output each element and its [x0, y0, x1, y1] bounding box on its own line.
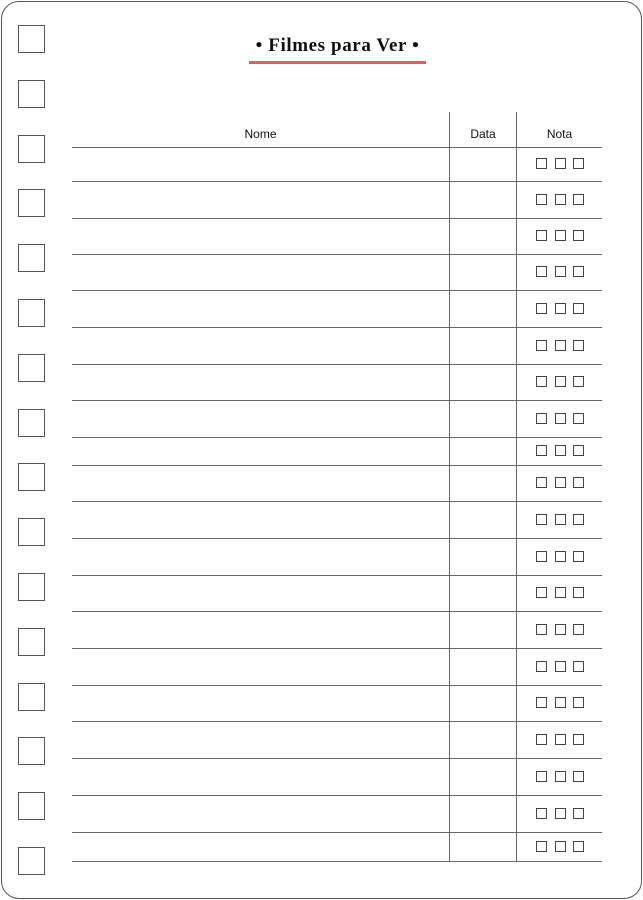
rating-checkbox[interactable] — [573, 413, 584, 424]
movie-name-cell[interactable] — [72, 291, 449, 327]
rating-checkbox[interactable] — [536, 376, 547, 387]
rating-checkbox[interactable] — [536, 445, 547, 456]
rating-checkbox[interactable] — [555, 194, 566, 205]
rating-checkbox[interactable] — [573, 194, 584, 205]
rating-checkbox[interactable] — [536, 340, 547, 351]
movie-name-cell[interactable] — [72, 365, 449, 400]
movie-name-cell[interactable] — [72, 796, 449, 832]
side-checkbox[interactable] — [18, 628, 45, 656]
rating-checkbox[interactable] — [536, 194, 547, 205]
side-checkbox[interactable] — [18, 737, 45, 765]
rating-checkbox[interactable] — [536, 514, 547, 525]
movie-name-cell[interactable] — [72, 438, 449, 465]
movie-name-cell[interactable] — [72, 219, 449, 254]
rating-checkbox[interactable] — [573, 230, 584, 241]
rating-boxes — [536, 194, 584, 205]
movie-date-cell[interactable] — [450, 255, 516, 290]
rating-checkbox[interactable] — [573, 551, 584, 562]
side-checkbox[interactable] — [18, 244, 45, 272]
movie-name-cell[interactable] — [72, 328, 449, 364]
rating-checkbox[interactable] — [573, 477, 584, 488]
side-checkbox[interactable] — [18, 792, 45, 820]
movie-date-cell[interactable] — [450, 759, 516, 795]
rating-checkbox[interactable] — [555, 771, 566, 782]
movie-name-cell[interactable] — [72, 148, 449, 181]
rating-checkbox[interactable] — [536, 413, 547, 424]
side-checkbox[interactable] — [18, 189, 45, 217]
rating-checkbox[interactable] — [555, 340, 566, 351]
movie-name-cell[interactable] — [72, 539, 449, 575]
page-title: • Filmes para Ver • — [255, 35, 420, 56]
column-header-date: Data — [470, 127, 496, 141]
rating-checkbox[interactable] — [555, 624, 566, 635]
column-header-rating: Nota — [546, 127, 573, 141]
movie-date-cell[interactable] — [450, 466, 516, 501]
side-checkbox[interactable] — [18, 518, 45, 546]
rating-boxes — [536, 158, 584, 169]
movie-date-cell[interactable] — [450, 438, 516, 465]
rating-boxes — [536, 551, 584, 562]
rating-checkbox[interactable] — [573, 587, 584, 598]
rating-boxes — [536, 514, 584, 525]
side-checkbox[interactable] — [18, 299, 45, 327]
movie-name-cell[interactable] — [72, 759, 449, 795]
rating-checkbox[interactable] — [536, 303, 547, 314]
side-checkbox[interactable] — [18, 80, 45, 108]
movie-name-cell[interactable] — [72, 576, 449, 611]
movie-name-cell[interactable] — [72, 833, 449, 861]
rating-checkbox[interactable] — [555, 514, 566, 525]
rating-checkbox[interactable] — [536, 158, 547, 169]
side-checkbox[interactable] — [18, 25, 45, 53]
rating-boxes — [536, 445, 584, 456]
rating-checkbox[interactable] — [573, 514, 584, 525]
side-checkbox[interactable] — [18, 847, 45, 875]
movie-date-cell[interactable] — [450, 401, 516, 437]
rating-boxes — [536, 303, 584, 314]
rating-checkbox[interactable] — [536, 266, 547, 277]
rating-checkbox[interactable] — [536, 734, 547, 745]
rating-checkbox[interactable] — [555, 808, 566, 819]
rating-checkbox[interactable] — [573, 808, 584, 819]
row-divider — [72, 861, 602, 862]
rating-boxes — [536, 230, 584, 241]
rating-checkbox[interactable] — [555, 158, 566, 169]
rating-checkbox[interactable] — [536, 230, 547, 241]
rating-checkbox[interactable] — [573, 266, 584, 277]
rating-boxes — [536, 808, 584, 819]
rating-checkbox[interactable] — [536, 808, 547, 819]
rating-checkbox[interactable] — [555, 697, 566, 708]
movie-date-cell[interactable] — [450, 649, 516, 685]
rating-checkbox[interactable] — [555, 734, 566, 745]
movie-name-cell[interactable] — [72, 255, 449, 290]
movie-name-cell[interactable] — [72, 686, 449, 721]
title-block — [249, 33, 426, 67]
rating-checkbox[interactable] — [555, 230, 566, 241]
rating-checkbox[interactable] — [555, 661, 566, 672]
movie-name-cell[interactable] — [72, 466, 449, 501]
rating-boxes — [536, 340, 584, 351]
side-checkbox[interactable] — [18, 683, 45, 711]
rating-boxes — [536, 661, 584, 672]
movie-name-cell[interactable] — [72, 722, 449, 758]
movie-date-cell[interactable] — [450, 148, 516, 181]
movie-date-cell[interactable] — [450, 539, 516, 575]
movie-name-cell[interactable] — [72, 612, 449, 648]
rating-checkbox[interactable] — [573, 841, 584, 852]
movie-name-cell[interactable] — [72, 502, 449, 538]
rating-checkbox[interactable] — [573, 661, 584, 672]
rating-checkbox[interactable] — [573, 376, 584, 387]
rating-checkbox[interactable] — [573, 624, 584, 635]
rating-checkbox[interactable] — [555, 413, 566, 424]
rating-checkbox[interactable] — [536, 841, 547, 852]
side-checkbox[interactable] — [18, 135, 45, 163]
movie-date-cell[interactable] — [450, 686, 516, 721]
rating-checkbox[interactable] — [536, 587, 547, 598]
movie-date-cell[interactable] — [450, 219, 516, 254]
rating-boxes — [536, 587, 584, 598]
rating-boxes — [536, 624, 584, 635]
column-divider — [516, 112, 517, 862]
rating-checkbox[interactable] — [573, 771, 584, 782]
movie-date-cell[interactable] — [450, 833, 516, 861]
column-header-name: Nome — [244, 127, 277, 141]
rating-checkbox[interactable] — [573, 445, 584, 456]
rating-boxes — [536, 266, 584, 277]
rating-checkbox[interactable] — [573, 734, 584, 745]
rating-checkbox[interactable] — [573, 303, 584, 314]
side-checkbox[interactable] — [18, 573, 45, 601]
rating-checkbox[interactable] — [555, 841, 566, 852]
rating-checkbox[interactable] — [555, 587, 566, 598]
movie-date-cell[interactable] — [450, 365, 516, 400]
movie-date-cell[interactable] — [450, 182, 516, 218]
movie-name-cell[interactable] — [72, 182, 449, 218]
rating-checkbox[interactable] — [536, 771, 547, 782]
rating-checkbox[interactable] — [555, 445, 566, 456]
title-underline — [249, 61, 426, 64]
rating-checkbox[interactable] — [555, 376, 566, 387]
rating-boxes — [536, 841, 584, 852]
movie-name-cell[interactable] — [72, 401, 449, 437]
movie-date-cell[interactable] — [450, 502, 516, 538]
rating-checkbox[interactable] — [536, 551, 547, 562]
rating-boxes — [536, 697, 584, 708]
rating-boxes — [536, 376, 584, 387]
rating-checkbox[interactable] — [555, 551, 566, 562]
rating-checkbox[interactable] — [536, 477, 547, 488]
side-checkbox[interactable] — [18, 354, 45, 382]
movie-name-cell[interactable] — [72, 649, 449, 685]
side-checkbox[interactable] — [18, 409, 45, 437]
side-checkbox[interactable] — [18, 463, 45, 491]
movie-date-cell[interactable] — [450, 722, 516, 758]
rating-checkbox[interactable] — [573, 158, 584, 169]
rating-checkbox[interactable] — [555, 303, 566, 314]
rating-checkbox[interactable] — [536, 661, 547, 672]
movie-date-cell[interactable] — [450, 796, 516, 832]
rating-checkbox[interactable] — [555, 266, 566, 277]
movie-date-cell[interactable] — [450, 291, 516, 327]
rating-boxes — [536, 413, 584, 424]
movie-date-cell[interactable] — [450, 328, 516, 364]
rating-checkbox[interactable] — [536, 697, 547, 708]
rating-checkbox[interactable] — [573, 697, 584, 708]
movie-date-cell[interactable] — [450, 576, 516, 611]
rating-boxes — [536, 771, 584, 782]
movie-date-cell[interactable] — [450, 612, 516, 648]
rating-checkbox[interactable] — [536, 624, 547, 635]
rating-boxes — [536, 734, 584, 745]
rating-checkbox[interactable] — [573, 340, 584, 351]
rating-checkbox[interactable] — [555, 477, 566, 488]
rating-boxes — [536, 477, 584, 488]
